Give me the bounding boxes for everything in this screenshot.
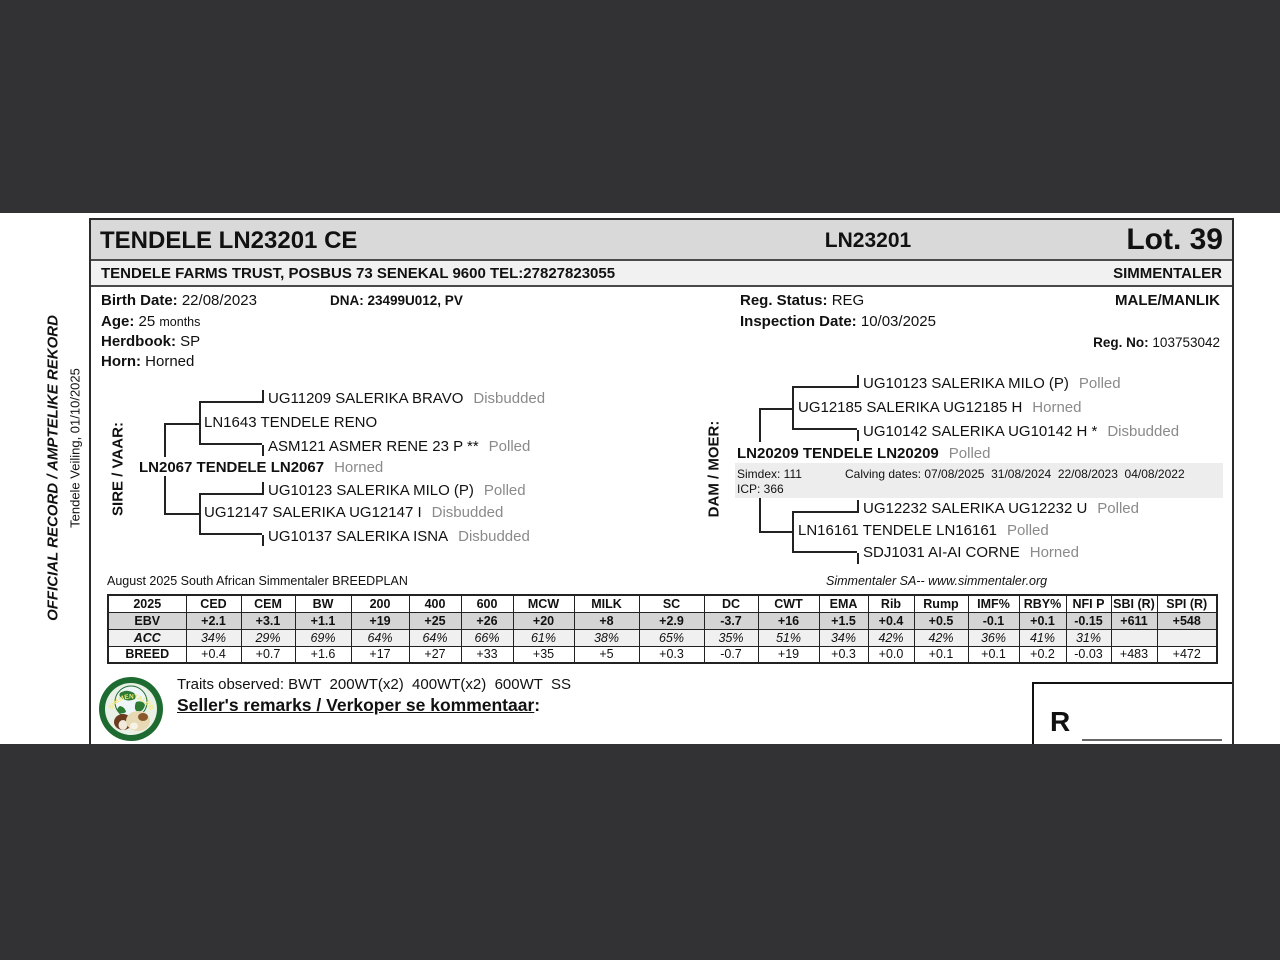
dam-granddam-dam: SDJ1031 AI-AI CORNE Horned <box>863 544 1079 561</box>
pedigree-connector-line <box>199 493 201 535</box>
pedigree-connector-line <box>792 428 857 430</box>
birth-date: Birth Date: 22/08/2023 <box>101 292 257 309</box>
pedigree-connector-line <box>857 500 859 513</box>
pedigree-connector-line <box>262 482 264 495</box>
pedigree-connector-line <box>759 408 792 410</box>
pedigree-connector-line <box>792 386 794 430</box>
sex-label: MALE/MANLIK <box>1115 292 1220 309</box>
dam-breeding-info-band <box>735 463 1223 498</box>
pedigree-connector-line <box>262 390 264 403</box>
pedigree-connector-line <box>857 553 859 564</box>
owner-contact: TENDELE FARMS TRUST, POSBUS 73 SENEKAL 9600 TEL:27827823055 <box>101 264 616 282</box>
dam-grandsire-dam: UG10142 SALERIKA UG10142 H * Disbudded <box>863 423 1180 440</box>
horn-status: Horn: Horned <box>101 353 195 370</box>
dna-number: DNA: 23499U012, PV <box>330 293 463 308</box>
pedigree-connector-line <box>199 533 262 535</box>
pedigree-connector-line <box>792 386 857 388</box>
pedigree-connector-line <box>262 535 264 546</box>
sellers-remarks-heading: Seller's remarks / Verkoper se kommentaar: <box>177 695 541 715</box>
lot-number: Lot. 39 <box>1126 223 1223 256</box>
dam-granddam-sire: UG12232 SALERIKA UG12232 U Polled <box>863 500 1139 517</box>
animal-name-title: TENDELE LN23201 CE <box>100 227 358 254</box>
pedigree-connector-line <box>199 401 201 445</box>
pedigree-connector-line <box>164 423 166 457</box>
pedigree-connector-line <box>164 476 166 515</box>
pedigree-connector-line <box>199 401 262 403</box>
catalog-sheet <box>89 218 1234 744</box>
sire-grandsire-dam: ASM121 ASMER RENE 23 P ** Polled <box>268 438 531 455</box>
dam-section-label: DAM / MOER: <box>705 420 723 518</box>
svg-text:SIMMENTALER: SIMMENTALER <box>107 693 155 712</box>
sire-sire: LN1643 TENDELE RENO <box>204 414 378 431</box>
traits-observed: Traits observed: BWT 200WT(x2) 400WT(x2) 600WT SS <box>177 676 571 693</box>
owner-bar <box>91 261 1232 287</box>
pedigree-connector-line <box>792 551 857 553</box>
price-fill-in-line[interactable] <box>1082 739 1222 741</box>
animal-id: LN23201 <box>824 229 912 252</box>
official-record-vertical-text: OFFICIAL RECORD / AMPTELIKE REKORD <box>44 315 62 621</box>
pedigree-connector-line <box>164 513 199 515</box>
pedigree-connector-line <box>857 430 859 441</box>
sire-section-label: SIRE / VAAR: <box>109 422 127 516</box>
ebv-table-year-header: 2025 <box>108 595 186 612</box>
title-bar <box>91 220 1232 261</box>
dam-calving-dates: Calving dates: 07/08/2025 31/08/2024 22/08/2023 04/08/2022 <box>845 467 1185 481</box>
sire-dam: UG12147 SALERIKA UG12147 I Disbudded <box>204 504 504 521</box>
accuracy-row: ACC 34% 29% 69% 64% 64% 66% 61% 38% 65% 35% 51% 34% 42% 42% 36% 41% 31% <box>108 629 1217 646</box>
pedigree-connector-line <box>164 423 199 425</box>
pedigree-connector-line <box>759 531 792 533</box>
ebv-table-header-row: 2025 CED CEM BW 200 400 600 MCW MILK SC DC CWT EMA Rib Rump IMF% RBY% NFI P SBI (R) SPI (R) <box>108 595 1217 612</box>
ebv-table <box>107 594 1218 664</box>
simmentaler-website-note: Simmentaler SA-- www.simmentaler.org <box>826 574 1048 588</box>
sale-event-vertical-text: Tendele Veiling, 01/10/2025 <box>67 368 83 528</box>
pedigree-connector-line <box>262 445 264 456</box>
sire-grandsire-sire: UG11209 SALERIKA BRAVO Disbudded <box>268 390 546 407</box>
reg-status: Reg. Status: REG <box>740 292 865 309</box>
pedigree-connector-line <box>759 408 761 442</box>
pedigree-connector-line <box>199 493 262 495</box>
simmentaler-logo <box>98 676 164 747</box>
inspection-date: Inspection Date: 10/03/2025 <box>740 313 936 330</box>
dam-name: LN20209 TENDELE LN20209 Polled <box>737 445 991 462</box>
bottom-background-band <box>0 744 1280 960</box>
currency-symbol: R <box>1050 706 1071 737</box>
sire-granddam-dam: UG10137 SALERIKA ISNA Disbudded <box>268 528 530 545</box>
price-box <box>1032 682 1232 744</box>
pedigree-connector-line <box>857 375 859 388</box>
top-background-band <box>0 0 1280 213</box>
dam-grandsire-sire: UG10123 SALERIKA MILO (P) Polled <box>863 375 1121 392</box>
breedplan-note: August 2025 South African Simmentaler BREEDPLAN <box>107 574 408 588</box>
dam-sire: UG12185 SALERIKA UG12185 H Horned <box>798 399 1082 416</box>
dam-dam: LN16161 TENDELE LN16161 Polled <box>798 522 1049 539</box>
ebv-values-row: EBV +2.1 +3.1 +1.1 +19 +25 +26 +20 +8 +2.9 -3.7 +16 +1.5 +0.4 +0.5 -0.1 +0.1 -0.15 +611 +548 <box>108 612 1217 629</box>
pedigree-connector-line <box>792 511 857 513</box>
dam-icp: ICP: 366 <box>737 482 784 496</box>
dam-simdex: Simdex: 111 <box>737 467 802 481</box>
herdbook: Herdbook: SP <box>101 333 201 350</box>
reg-no: Reg. No: 103753042 <box>1093 335 1220 350</box>
age: Age: 25 months <box>101 313 201 330</box>
breed-average-row: BREED +0.4 +0.7 +1.6 +17 +27 +33 +35 +5 +0.3 -0.7 +19 +0.3 +0.0 +0.1 +0.1 +0.2 -0.03 +483 +472 <box>108 646 1217 663</box>
pedigree-connector-line <box>759 498 761 533</box>
sire-granddam-sire: UG10123 SALERIKA MILO (P) Polled <box>268 482 526 499</box>
sire-name: LN2067 TENDELE LN2067 Horned <box>139 459 384 476</box>
pedigree-connector-line <box>199 443 262 445</box>
breed-name: SIMMENTALER <box>1113 264 1222 282</box>
pedigree-connector-line <box>792 511 794 553</box>
